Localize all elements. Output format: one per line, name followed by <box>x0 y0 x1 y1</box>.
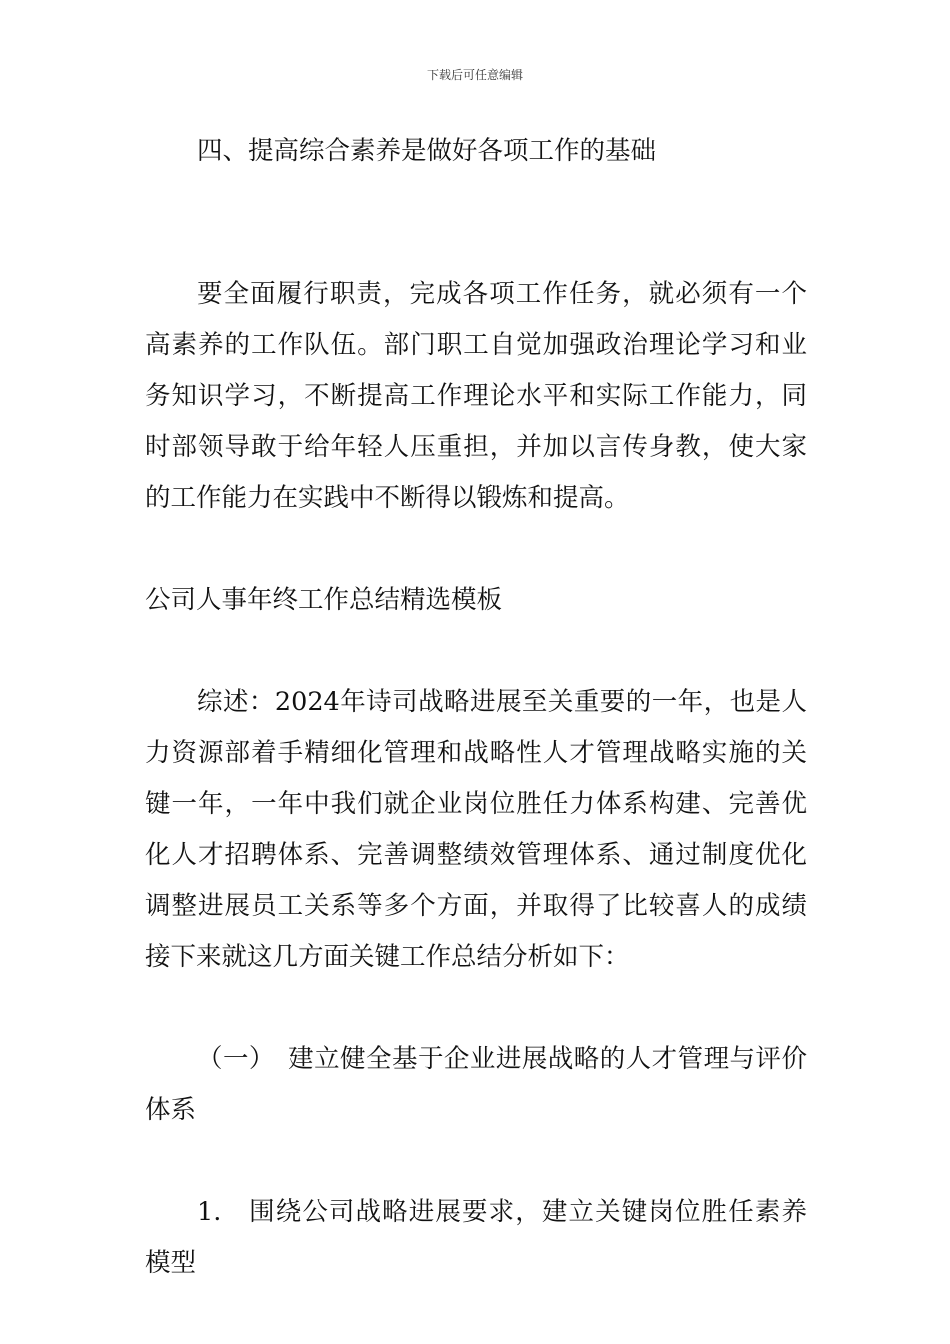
list-item-1: 1. 围绕公司战略进展要求，建立关键岗位胜任素养模型 <box>145 1197 807 1278</box>
document-title: 公司人事年终工作总结精选模板 <box>145 585 503 615</box>
paragraph-quality: 要全面履行职责，完成各项工作任务，就必须有一个高素养的工作队伍。部门职工自觉加强政治理论学习和业务知识学习，不断提高工作理论水平和实际工作能力，同时部领导敢于给年轻人压重担，并加以言传身教，使大家的工作能力在实践中不断得以锻炼和提高。 <box>145 279 807 513</box>
spacer <box>145 983 807 1034</box>
spacer <box>145 228 807 269</box>
section-heading-4: 四、提高综合素养是做好各项工作的基础 <box>197 136 657 166</box>
spacer <box>145 626 807 677</box>
spacer <box>145 1136 807 1187</box>
document-body <box>145 126 807 1289</box>
paragraph-summary: 综述：2024年诗司战略进展至关重要的一年，也是人力资源部着手精细化管理和战略性人才管理战略实施的关键一年，一年中我们就企业岗位胜任力体系构建、完善优化人才招聘体系、完善调整绩效管理体系、通过制度优化调整进展员工关系等多个方面，并取得了比较喜人的成绩接下来就这几方面关键工作总结分析如下： <box>145 687 807 972</box>
spacer <box>145 524 807 575</box>
section-heading-1: （一） 建立健全基于企业进展战略的人才管理与评价体系 <box>145 1044 807 1125</box>
page-header-note: 下载后可任意编辑 <box>426 68 523 82</box>
spacer <box>145 177 807 228</box>
